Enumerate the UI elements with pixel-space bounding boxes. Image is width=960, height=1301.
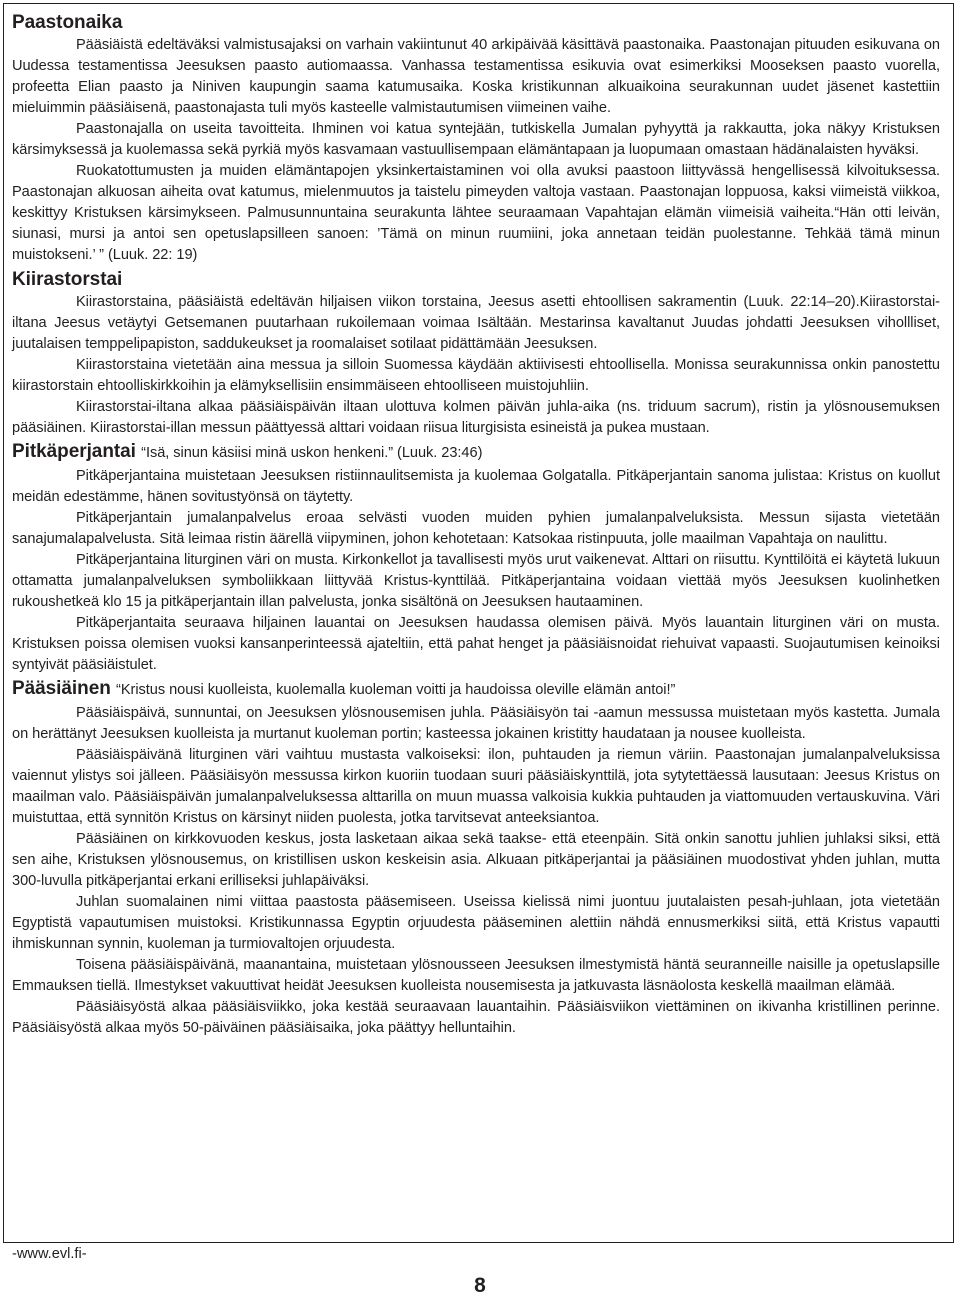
section-heading-paasiainen (12, 676, 940, 703)
paragraph: Pääsiäistä edeltäväksi valmistusajaksi on varhain vakiintunut 40 arkipäivää käsittävä paastonaika. Paastonajan pituuden esikuvana on Uudessa testamentissa Jeesuksen paasto autiomaassa. Vanhassa testamentissa esikuvia ovat esimerkiksi Mooseksen paasto vuorella, profeetta Elian paasto ja Niniven kaupungin saama katumusaika. Koska kristikunnan alkuaikoina seurakunnan uudet jäsenet kastettiin mieluimmin pääsiäisenä, paastonajasta tuli myös kasteelle valmistautumisen viimeinen vaihe. (12, 37, 940, 116)
paragraph: Kiirastorstaina vietetään aina messua ja silloin Suomessa käydään aktiivisesti ehtoollisella. Monissa seurakunnissa onkin panostettu kiirastorstain ehtoolliskirkkoihin ja elämyksellisiin ensimmäiseen ehtoolliseen muistojuhliin. (12, 357, 940, 394)
paragraph: Ruokatottumusten ja muiden elämäntapojen yksinkertaistaminen voi olla avuksi paastoon liittyvässä hengellisessä kilvoituksessa. Paastonajan alkuosan aiheita ovat katumus, mielenmuutos ja taistelu pimeyden valtoja vastaan. Paastonajan loppuosa, kaksi viimeistä viikkoa, keskittyy Kristuksen kärsimykseen. Palmusunnuntaina seurakunta lähtee seuraamaan Vapahtajan elämän viimeisiä vaiheita.“Hän otti leivän, siunasi, mursi ja antoi sen opetuslapsilleen sanoen: ’Tämä on minun ruumiini, joka annetaan teidän puolestanne. Tehkää tämä minun muistokseni.’ ” (Luuk. 22: 19) (12, 163, 940, 263)
paragraph: Pääsiäispäivänä liturginen väri vaihtuu mustasta valkoiseksi: ilon, puhtauden ja riemun väriin. Paastonajan jumalanpalveluksissa vaiennut ylistys soi jälleen. Pääsiäisyön messussa kirkon kuoriin tuodaan suuri pääsiäiskynttilä, jota sytytettäessä lausutaan: Jeesus Kristus on maailman valo. Pääsiäispäivän jumalanpalveluksessa alttarilla on muun muassa valkoisia kukkia puhtauden ja viattomuuden vertauskuvina. Väri muistuttaa, että synnitön Kristus on kärsinyt niiden puolesta, jotka tarvitsevat anteeksiantoa. (12, 747, 940, 826)
paragraph: Pitkäperjantaina liturginen väri on musta. Kirkonkellot ja tavallisesti myös urut vaikenevat. Alttari on riisuttu. Kynttilöitä ei käytetä lukuun ottamatta jumalanpalveluksen symboliikkaan liittyvää Kristus-kynttilää. Pitkäperjantaina voidaan viettää myös Jeesuksen kuolinhetken rukoushetkeä klo 15 ja pitkäperjantain illan palvelusta, jonka sisältönä on Jeesuksen hautaaminen. (12, 552, 940, 610)
article-body (12, 10, 940, 1039)
paragraph: Kiirastorstai-iltana alkaa pääsiäispäivän iltaan ulottuva kolmen päivän juhla-aika (ns. triduum sacrum), ristin ja ylösnousemuksen pääsiäinen. Kiirastorstai-illan messun päättyessä alttari voidaan riisua liturgisista esineistä ja pukea mustaan. (12, 399, 940, 436)
section-title: Kiirastorstai (12, 269, 123, 290)
paragraph: Kiirastorstaina, pääsiäistä edeltävän hiljaisen viikon torstaina, Jeesus asetti ehtoollisen sakramentin (Luuk. 22:14–20).Kiirastorstai-iltana Jeesus vetäytyi Getsemanen puutarhaan rukoilemaan voimaa Isältään. Mestarinsa kavaltanut Juudas johdatti Jeesuksen vihollliset, juutalaisen temppelipapiston, saddukeukset ja roomalaiset sotilaat pidättämään Jeesuksen. (12, 294, 940, 352)
section-quote: “Kristus nousi kuolleista, kuolemalla kuoleman voitti ja haudoissa oleville elämän antoi!” (116, 682, 676, 698)
section-heading-pitkaperjantai (12, 439, 940, 466)
paragraph: Pääsiäinen on kirkkovuoden keskus, josta lasketaan aikaa sekä taakse- että eteenpäin. Sitä onkin sanottu juhlien juhlaksi siksi, että sen aihe, Kristuksen ylösnousemus, on kristillisen uskon keskeisin asia. Alkuaan pitkäperjantai ja pääsiäinen muodostivat yhden juhlan, mutta 300-luvulla pitkäperjantai erkani erilliseksi juhlapäiväksi. (12, 831, 940, 889)
paragraph: Pitkäperjantaita seuraava hiljainen lauantai on Jeesuksen haudassa olemisen päivä. Myös lauantain liturginen väri on musta. Kristuksen poissa olemisen vuoksi kansanperinteessä ajateltiin, että pahat henget ja pääsiäisnoidat riehuivat vapaasti. Suojautumisen keinoiksi syntyivät pääsiäistulet. (12, 615, 940, 673)
footer-url: -www.evl.fi- (12, 1246, 87, 1262)
paragraph: Juhlan suomalainen nimi viittaa paastosta pääsemiseen. Useissa kielissä nimi juontuu juutalaisten pesah-juhlaan, jota vietetään Egyptistä vapautumisen muistoksi. Kristikunnassa Egyptin orjuudesta pääseminen alettiin nähdä ennusmerkiksi siitä, että Kristus vapautti ihmiskunnan synnin, kuoleman ja turmiovaltojen orjuudesta. (12, 894, 940, 952)
section-heading-kiirastorstai (12, 267, 940, 292)
paragraph: Pääsiäisyöstä alkaa pääsiäisviikko, joka kestää seuraavaan lauantaihin. Pääsiäisviikon viettäminen on ikivanha kristillinen perinne. Pääsiäisyöstä alkaa myös 50-päiväinen pääsiäisaika, joka päättyy helluntaihin. (12, 999, 940, 1036)
section-title: Pitkäperjantai (12, 441, 136, 462)
section-title: Pääsiäinen (12, 678, 111, 699)
paragraph: Pitkäperjantaina muistetaan Jeesuksen ristiinnaulitsemista ja kuolemaa Golgatalla. Pitkäperjantain sanoma julistaa: Kristus on kuollut meidän edestämme, hänen sovitustyönsä on täytetty. (12, 468, 940, 505)
paragraph: Toisena pääsiäispäivänä, maanantaina, muistetaan ylösnousseen Jeesuksen ilmestymistä häntä seuranneille naisille ja opetuslapsille Emmauksen tiellä. Ilmestykset vakuuttivat heidät Jeesuksen kuolleista nousemisesta ja jatkuvasta läsnäolosta keskellä maailman elämää. (12, 957, 940, 994)
paragraph: Paastonajalla on useita tavoitteita. Ihminen voi katua syntejään, tutkiskella Jumalan pyhyyttä ja rakkautta, joka näkyy Kristuksen kärsimyksessä ja kuolemassa sekä pyrkiä myös kasvamaan vastuullisempaan elämäntapaan ja luopumaan omastaan hädänalaisten hyväksi. (12, 121, 940, 158)
section-heading-paastonaika (12, 10, 940, 35)
paragraph: Pääsiäispäivä, sunnuntai, on Jeesuksen ylösnousemisen juhla. Pääsiäisyön tai -aamun messussa muistetaan myös kastetta. Jumala on herättänyt Jeesuksen kuolleista ja murtanut kuoleman portin; kasteessa jokainen kristitty haudataan ja nousee kuolleista. (12, 705, 940, 742)
page-number: 8 (474, 1274, 486, 1297)
section-quote: “Isä, sinun käsiisi minä uskon henkeni.” (Luuk. 23:46) (141, 445, 483, 461)
paragraph: Pitkäperjantain jumalanpalvelus eroaa selvästi vuoden muiden pyhien jumalanpalveluksista. Messun sijasta vietetään sanajumalapalvelusta. Sitä leimaa ristin äärellä viipyminen, johon kehotetaan: Katsokaa ristinpuuta, jolle maailman Vapahtaja on naulittu. (12, 510, 940, 547)
section-title: Paastonaika (12, 12, 123, 33)
